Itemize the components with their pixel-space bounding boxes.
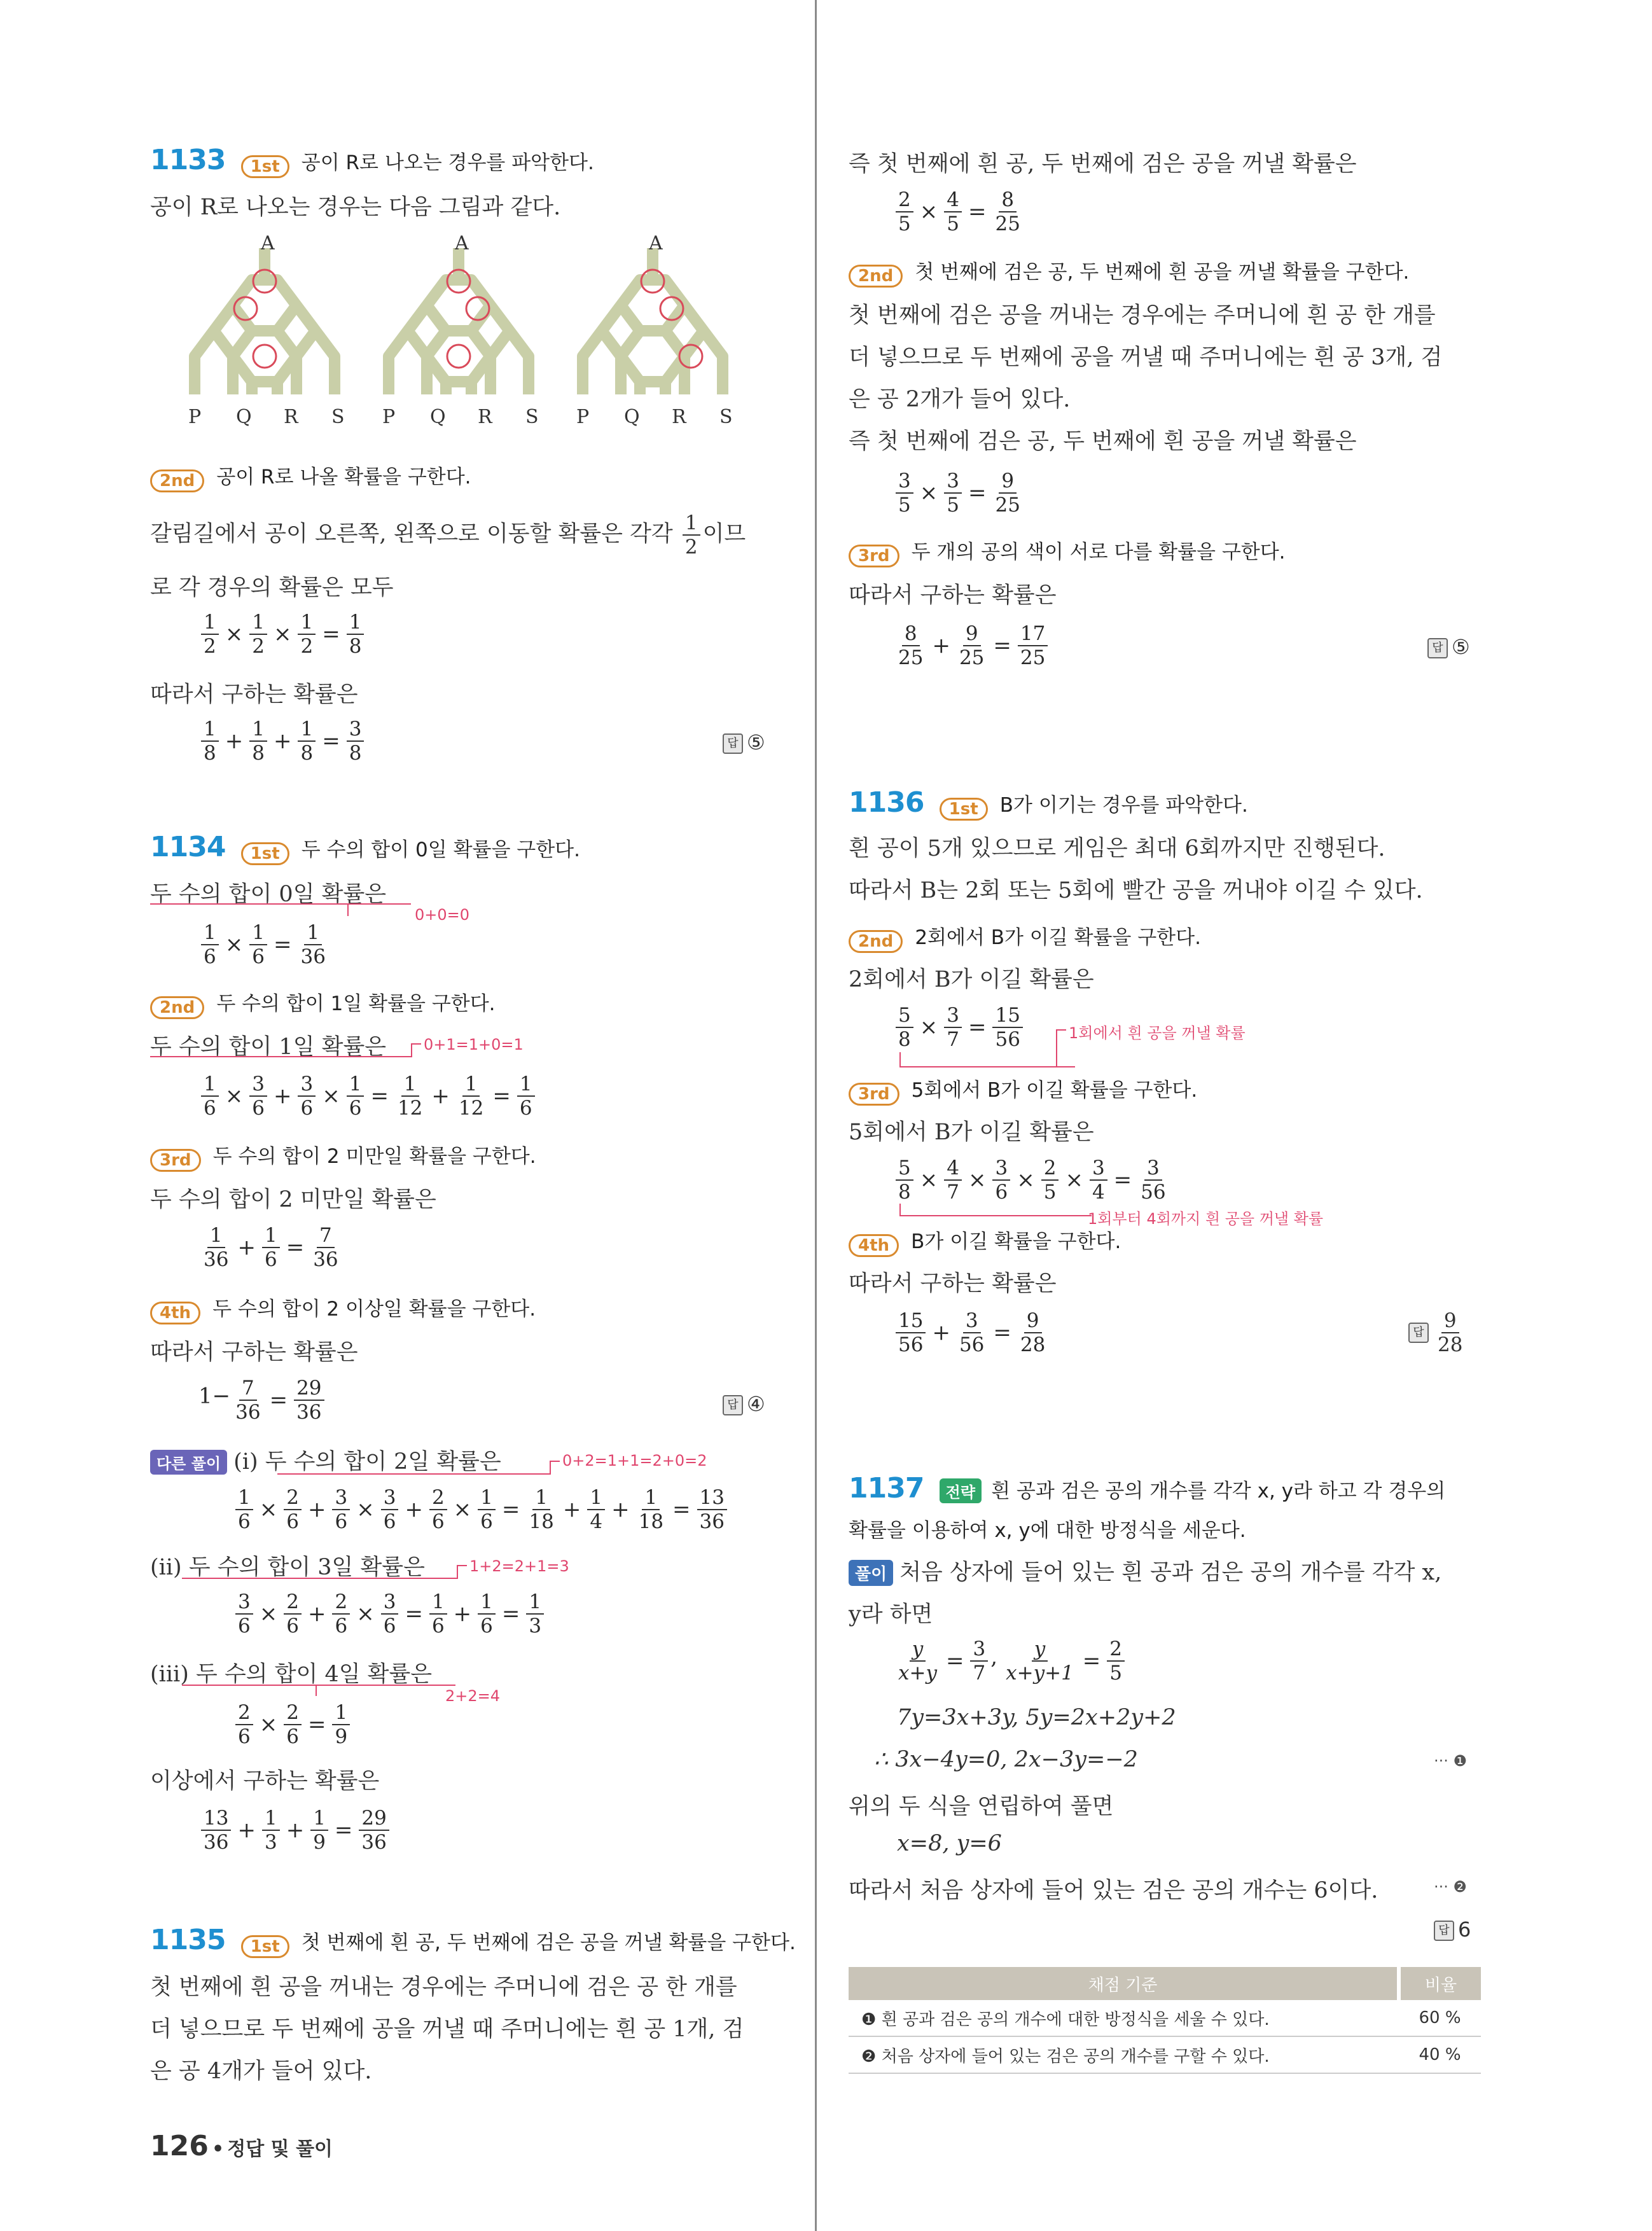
answer-1133: 답 ⑤ xyxy=(723,730,765,754)
equation-1133-a: $\frac{1}{2}$ × $\frac{1}{2}$ × $\frac{1}{2}$ = $\frac{1}{8}$ xyxy=(198,611,366,658)
problem-number: 1133 xyxy=(150,144,226,176)
step-badge: 1st xyxy=(241,155,289,178)
equation-1134-alt3: $\frac{2}{6}$ × $\frac{2}{6}$ = $\frac{1}{9}$ xyxy=(233,1701,352,1748)
alt-solution-1: 다른 풀이 (ⅰ) 두 수의 합이 2일 확률은 xyxy=(150,1444,501,1476)
equation-1134-alt2: $\frac{3}{6}$ × $\frac{2}{6}$ + $\frac{2}{6}$ × $\frac{3}{6}$ = $\frac{1}{6}$ + $\frac{1}{6}$ = $\frac{1}{3}$ xyxy=(233,1590,546,1637)
galton-board-3 xyxy=(576,235,733,428)
answer-1136: 답 $\frac{9}{28}$ xyxy=(1408,1309,1468,1356)
answer-1135: 답 ⑤ xyxy=(1427,635,1470,659)
note-sum-1: 0+1=1+0=1 xyxy=(424,1036,524,1053)
equation-1136-c: $\frac{15}{56}$ + $\frac{3}{56}$ = $\frac{9}{28}$ xyxy=(893,1309,1050,1356)
note-sum-0: 0+0=0 xyxy=(415,906,470,924)
problem-1133-header xyxy=(150,144,594,178)
svg-text:P: P xyxy=(382,406,396,428)
equation-1137-ratios: $\frac{y}{x+y}$ = $\frac{3}{7}$ , $\frac{y}{x+y+1}$ = $\frac{2}{5}$ xyxy=(893,1637,1127,1685)
equation-1134-d: 1− $\frac{7}{36}$ = $\frac{29}{36}$ xyxy=(198,1377,327,1424)
equation-1135-b: $\frac{3}{5}$ × $\frac{3}{5}$ = $\frac{9}{25}$ xyxy=(893,469,1025,517)
svg-text:S: S xyxy=(719,406,733,428)
galton-board-2 xyxy=(382,235,539,428)
equation-1133-b: $\frac{1}{8}$ + $\frac{1}{8}$ + $\frac{1}{8}$ = $\frac{3}{8}$ xyxy=(198,718,366,765)
equation-1135-c: $\frac{8}{25}$ + $\frac{9}{25}$ = $\frac{17}{25}$ xyxy=(893,622,1050,669)
svg-text:A: A xyxy=(455,235,469,254)
label-a: A xyxy=(261,235,275,254)
problem-1133-text: 갈림길에서 공이 오른쪽, 왼쪽으로 이동할 확률은 각각 $\frac{1}{2}$ 이므 xyxy=(150,511,746,559)
equation-1134-b: $\frac{1}{6}$ × $\frac{3}{6}$ + $\frac{3}{6}$ × $\frac{1}{6}$ = $\frac{1}{12}$ + $\frac{1}{12}$ = $\frac{1}{6}$ xyxy=(198,1073,538,1120)
svg-text:P: P xyxy=(188,406,202,428)
problem-1133-line: 공이 R로 나오는 경우는 다음 그림과 같다. xyxy=(150,195,561,220)
answer-1137: 답 6 xyxy=(1434,1917,1471,1942)
svg-text:Q: Q xyxy=(624,406,640,428)
equation-1134-c: $\frac{1}{36}$ + $\frac{1}{6}$ = $\frac{7}{36}$ xyxy=(204,1224,338,1271)
equation-1136-b: $\frac{5}{8}$ × $\frac{4}{7}$ × $\frac{3}{6}$ × $\frac{2}{5}$ × $\frac{3}{4}$ = $\frac{3}{56}$ xyxy=(893,1157,1171,1204)
equation-1136-a: $\frac{5}{8}$ × $\frac{3}{7}$ = $\frac{15}{56}$ xyxy=(893,1004,1025,1051)
page-footer: 126 • 정답 및 풀이 xyxy=(150,2130,333,2162)
equation-1134-alt1: $\frac{1}{6}$ × $\frac{2}{6}$ + $\frac{3}{6}$ × $\frac{3}{6}$ + $\frac{2}{6}$ × $\frac{1}{6}$ = $\frac{1}{18}$ + $\frac{1}{4}$ + $\frac{1}{18}$ = $\frac{13}{36}$ xyxy=(233,1486,730,1533)
svg-text:R: R xyxy=(672,406,686,428)
answer-1134: 답 ④ xyxy=(723,1392,765,1416)
svg-text:R: R xyxy=(478,406,492,428)
column-divider xyxy=(815,0,817,2231)
equation-1134-a: $\frac{1}{6}$ × $\frac{1}{6}$ = $\frac{1}{36}$ xyxy=(198,921,331,968)
table-row: ❷ 처음 상자에 들어 있는 검은 공의 개수를 구할 수 있다. 40 % xyxy=(849,2036,1481,2073)
step-title: 공이 R로 나오는 경우를 파악한다. xyxy=(301,151,594,174)
problem-1136-header: 1136 1st B가 이기는 경우를 파악한다. xyxy=(849,786,1248,821)
table-row: ❶ 흰 공과 검은 공의 개수에 대한 방정식을 세울 수 있다. 60 % xyxy=(849,2000,1481,2036)
problem-1133-step2: 2nd 공이 R로 나올 확률을 구한다. xyxy=(150,461,471,492)
scoring-table: 채점 기준 비율 ❶ 흰 공과 검은 공의 개수에 대한 방정식을 세울 수 있다. 60 % ❷ 처음 상자에 들어 있는 검은 공의 개수를 구할 수 있다. 40 % xyxy=(849,1967,1481,2074)
problem-1134-header: 1134 1st 두 수의 합이 0일 확률을 구한다. xyxy=(150,831,580,865)
svg-text:P: P xyxy=(576,406,590,428)
galton-board-1 xyxy=(188,235,345,428)
svg-text:A: A xyxy=(649,235,663,254)
galton-board-figure xyxy=(188,235,774,433)
svg-text:Q: Q xyxy=(236,406,252,428)
svg-text:S: S xyxy=(525,406,539,428)
svg-text:Q: Q xyxy=(430,406,446,428)
equation-1135-a: $\frac{2}{5}$ × $\frac{4}{5}$ = $\frac{8}{25}$ xyxy=(893,188,1025,235)
problem-1135-header: 1135 1st 첫 번째에 흰 공, 두 번째에 검은 공을 꺼낼 확률을 구한다. xyxy=(150,1924,796,1958)
svg-text:S: S xyxy=(331,406,345,428)
note-first-white: 1회에서 흰 공을 꺼낼 확률 xyxy=(1069,1024,1246,1042)
problem-1137-header: 1137 전략 흰 공과 검은 공의 개수를 각각 x, y라 하고 각 경우의 xyxy=(849,1472,1446,1505)
equation-1134-alt-sum: $\frac{13}{36}$ + $\frac{1}{3}$ + $\frac{1}{9}$ = $\frac{29}{36}$ xyxy=(198,1807,392,1854)
svg-text:R: R xyxy=(284,406,298,428)
note-four-white: 1회부터 4회까지 흰 공을 꺼낼 확률 xyxy=(1088,1210,1324,1228)
